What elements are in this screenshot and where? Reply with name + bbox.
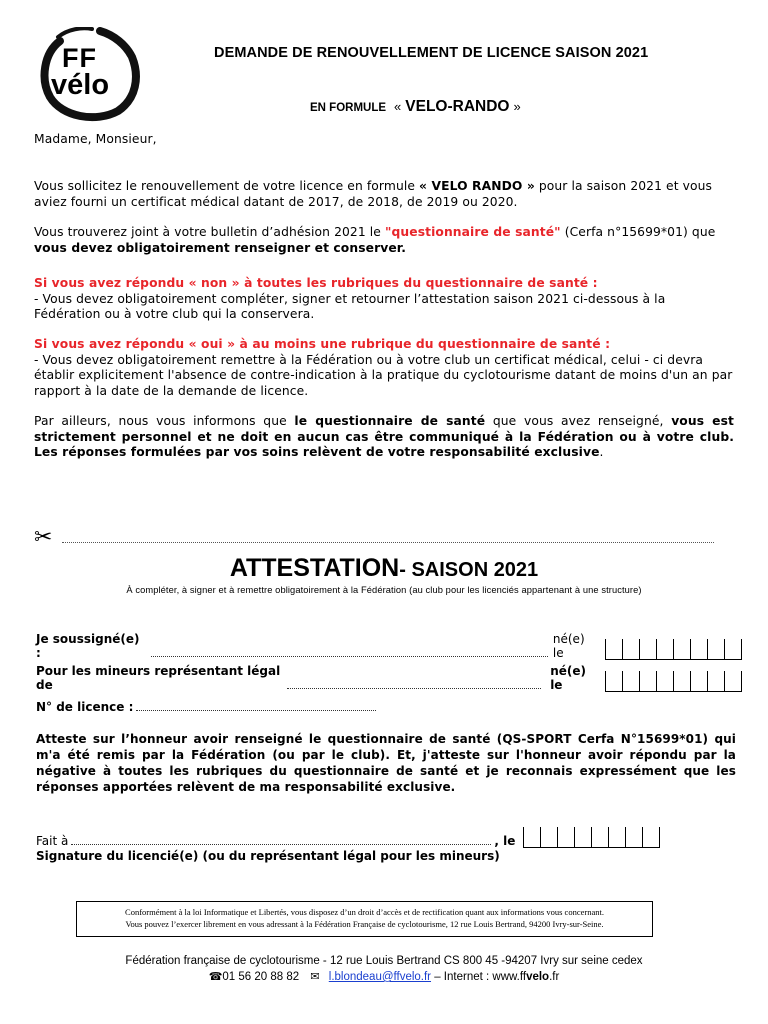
field-place-label: Fait à xyxy=(36,834,69,848)
field-licence-label: N° de licence : xyxy=(36,700,134,714)
scissors-icon: ✂ xyxy=(34,525,53,550)
footer-address: Fédération française de cyclotourisme - 12 rue Louis Bertrand CS 800 45 -94207 Ivry sur seine cedex xyxy=(125,955,643,967)
formula-quote-open: « xyxy=(394,99,402,114)
birthdate-input[interactable] xyxy=(605,639,742,660)
field-minor-label: Pour les mineurs représentant légal de xyxy=(36,664,281,692)
footer-phone: 01 56 20 88 82 xyxy=(222,971,300,983)
signature-date-input[interactable] xyxy=(523,827,660,848)
field-minor-birth-label: né(e) le xyxy=(550,664,586,692)
field-place-input[interactable] xyxy=(71,843,491,845)
field-minor-row xyxy=(36,664,742,692)
footer-contact xyxy=(0,970,768,983)
footer-email-link[interactable]: l.blondeau@ffvelo.fr xyxy=(328,971,432,983)
formula-name: VELO-RANDO xyxy=(405,98,510,115)
ffvelo-logo xyxy=(38,27,142,123)
phone-icon: ☎ xyxy=(208,970,223,983)
paragraph-confidentiality: Par ailleurs, nous vous informons que le questionnaire de santé que vous avez renseigné, vous est strictement personnel et ne doit en aucun cas être communiqué à la Fédération ou à votre club. Les réponses formulées par vos soins relèvent de votre responsabilité exclusive. xyxy=(34,414,734,459)
formula-prefix: EN FORMULE xyxy=(310,102,387,114)
paragraph-questionnaire: Vous trouverez joint à votre bulletin d’adhésion 2021 le "questionnaire de santé" (Cerfa n°15699*01) que vous devez obligatoirement renseigner et conserver. xyxy=(34,225,716,255)
privacy-notice-box xyxy=(76,901,653,937)
field-licence-input[interactable] xyxy=(136,709,376,711)
footer-internet-end: .fr xyxy=(549,971,560,983)
cut-line xyxy=(62,542,714,543)
field-place-row xyxy=(36,827,660,848)
footer-internet-label: – Internet : www.ff xyxy=(434,971,527,983)
privacy-notice-line1: Conformément à la loi Informatique et Libertés, vous disposez d’un droit d’accès et de rectification quant aux informations vous concernant. xyxy=(125,907,604,917)
footer-internet-bold: velo xyxy=(526,971,550,983)
formula-line xyxy=(310,98,521,116)
logo-text-velo: vélo xyxy=(51,69,110,101)
field-date-label: , le xyxy=(494,834,516,848)
field-birth-label: né(e) le xyxy=(552,632,585,660)
paragraph-answer-no: Si vous avez répondu « non » à toutes les rubriques du questionnaire de santé : - Vous devez obligatoirement compléter, signer et retourner l’attestation saison 2021 ci-dessous à la Fédération ou à votre club qui la conservera. xyxy=(34,276,666,321)
attestation-statement: Atteste sur l’honneur avoir renseigné le questionnaire de santé (QS-SPORT Cerfa N°15699*01) qui m'a été remis par la Fédération (ou par le club). Et, j'atteste sur l'honneur avoir répondu par la négative à toutes les rubriques du questionnaire de santé et je reconnais expressément que les réponses apportées relèvent de ma responsabilité exclusive. xyxy=(36,732,736,794)
salutation: Madame, Monsieur, xyxy=(34,132,157,146)
document-title: DEMANDE DE RENOUVELLEMENT DE LICENCE SAISON 2021 xyxy=(214,45,649,61)
privacy-notice-line2: Vous pouvez l’exercer librement en vous adressant à la Fédération Française de cyclotourisme, 12 rue Louis Bertrand, 94200 Ivry-sur-Seine. xyxy=(125,918,604,929)
minor-birthdate-input[interactable] xyxy=(605,671,742,692)
signature-label: Signature du licencié(e) (ou du représentant légal pour les mineurs) xyxy=(36,849,500,863)
mail-icon: ✉ xyxy=(310,970,320,983)
paragraph-answer-yes: Si vous avez répondu « oui » à au moins une rubrique du questionnaire de santé : - Vous devez obligatoirement remettre à la Fédération ou à votre club un certificat médical, celui - ci devra établir explicitement l'absence de contre-indication à la pratique du cyclotourisme datant de moins d'un an par rapport à la date de la demande de licence. xyxy=(34,337,733,398)
field-name-input[interactable] xyxy=(151,655,548,657)
field-licence-row xyxy=(36,700,379,714)
attestation-title: ATTESTATION- SAISON 2021 xyxy=(229,554,539,582)
logo-text-ff: FF xyxy=(62,43,97,73)
field-minor-input[interactable] xyxy=(287,687,541,689)
formula-quote-close: » xyxy=(513,99,521,114)
field-name-label: Je soussigné(e) : xyxy=(36,632,140,660)
field-name-row xyxy=(36,632,742,660)
attestation-subtitle: À compléter, à signer et à remettre obligatoirement à la Fédération (au club pour les licenciés appartenant à une structure) xyxy=(126,585,642,595)
paragraph-renewal: Vous sollicitez le renouvellement de votre licence en formule « VELO RANDO » pour la saison 2021 et vous aviez fourni un certificat médical datant de 2017, de 2018, de 2019 ou 2020. xyxy=(34,179,713,209)
